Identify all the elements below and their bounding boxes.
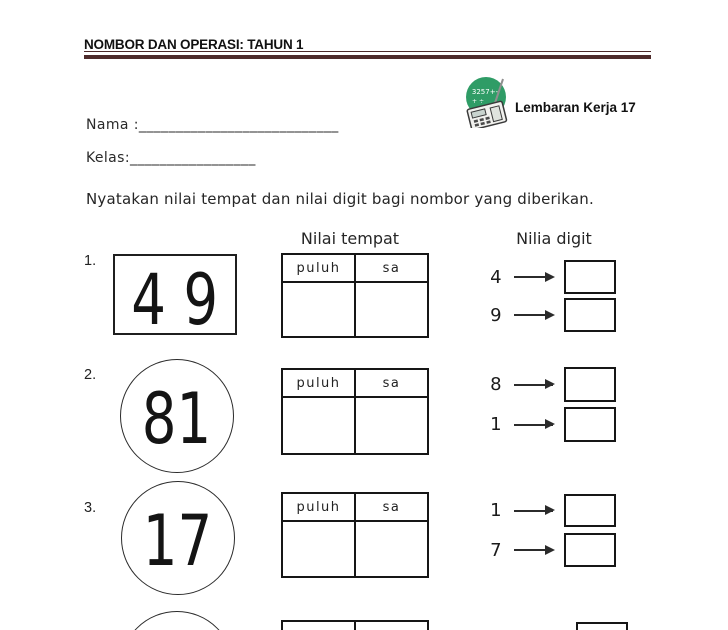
svg-text:+ ÷: + ÷ xyxy=(472,98,484,105)
right-arrow-icon xyxy=(514,549,554,551)
item-3-number: 3. xyxy=(84,500,97,516)
page-title: NOMBOR DAN OPERASI: TAHUN 1 xyxy=(84,37,304,52)
header-rule xyxy=(84,51,651,59)
right-arrow-icon xyxy=(514,276,554,278)
item-1-number: 1. xyxy=(84,253,97,269)
table-answer-row xyxy=(283,522,427,576)
digit-value-answer-box[interactable] xyxy=(564,533,616,567)
item-1-place-value-table xyxy=(281,253,429,338)
digit-value-answer-box[interactable] xyxy=(576,622,628,630)
ones-answer-cell[interactable] xyxy=(356,522,427,576)
ones-header-cell xyxy=(356,622,427,630)
item-1-number-box xyxy=(113,254,237,341)
class-blank-line[interactable]: _________________ xyxy=(129,150,256,166)
worksheet-number-label: Lembaran Kerja 17 xyxy=(515,100,636,115)
tens-header-cell: puluh xyxy=(283,494,356,520)
digit-value-answer-box[interactable] xyxy=(564,260,616,294)
tens-answer-cell[interactable] xyxy=(283,398,356,453)
ones-answer-cell[interactable] xyxy=(356,398,427,453)
svg-text:3257+-: 3257+- xyxy=(471,88,499,96)
tens-header-cell: puluh xyxy=(283,370,356,396)
calculator-icon xyxy=(462,76,518,128)
table-header-row xyxy=(283,622,427,630)
instruction-text: Nyatakan nilai tempat dan nilai digit bagi nombor yang diberikan. xyxy=(86,190,594,208)
item-3-number-circle xyxy=(121,481,235,595)
item-2-number-circle xyxy=(120,359,234,473)
digit-value-answer-box[interactable] xyxy=(564,407,616,442)
digit-value-answer-box[interactable] xyxy=(564,367,616,402)
right-arrow-icon xyxy=(514,510,554,512)
item-4-number-circle xyxy=(120,611,234,630)
ones-answer-cell[interactable] xyxy=(356,283,427,336)
digit-row xyxy=(484,533,616,567)
item-2-number: 2. xyxy=(84,367,97,383)
table-answer-row xyxy=(283,398,427,453)
digit-label: 7 xyxy=(490,539,502,561)
ones-header-cell: sa xyxy=(382,260,401,276)
column-header-nilai-tempat: Nilai tempat xyxy=(300,229,400,248)
column-header-nilai-digit: Nilia digit xyxy=(516,229,592,248)
digit-row xyxy=(484,367,616,402)
digit-value-answer-box[interactable] xyxy=(564,494,616,527)
ones-header-cell: sa xyxy=(382,499,401,515)
name-blank-line[interactable]: ___________________________ xyxy=(138,117,339,133)
digit-label: 9 xyxy=(490,304,502,326)
tens-header-cell: puluh xyxy=(283,255,356,281)
item-2-value: 81 xyxy=(142,377,212,460)
digit-label: 8 xyxy=(490,374,502,395)
item-2-place-value-table xyxy=(281,368,429,455)
table-header-row xyxy=(283,255,427,283)
ones-header-cell: sa xyxy=(382,375,401,391)
item-4-place-value-table xyxy=(281,620,429,630)
right-arrow-icon xyxy=(514,424,554,426)
table-header-row xyxy=(283,494,427,522)
class-label: Kelas: xyxy=(86,150,130,166)
name-label: Nama : xyxy=(86,117,139,133)
class-field-row xyxy=(86,150,256,166)
tens-answer-cell[interactable] xyxy=(283,283,356,336)
digit-row xyxy=(484,298,616,332)
digit-label: 1 xyxy=(490,500,502,521)
digit-label: 1 xyxy=(490,414,502,435)
table-header-row xyxy=(283,370,427,398)
digit-row xyxy=(484,260,616,294)
right-arrow-icon xyxy=(514,384,554,386)
item-3-place-value-table xyxy=(281,492,429,578)
right-arrow-icon xyxy=(514,314,554,316)
tens-answer-cell[interactable] xyxy=(283,522,356,576)
digit-value-answer-box[interactable] xyxy=(564,298,616,332)
digit-label: 4 xyxy=(490,266,502,288)
table-answer-row xyxy=(283,283,427,336)
digit-row xyxy=(484,494,616,527)
item-3-value: 17 xyxy=(143,499,213,582)
tens-header-cell xyxy=(283,622,356,630)
name-field-row xyxy=(86,117,339,133)
digit-row xyxy=(484,407,616,442)
item-1-value: 4 9 xyxy=(131,258,219,341)
